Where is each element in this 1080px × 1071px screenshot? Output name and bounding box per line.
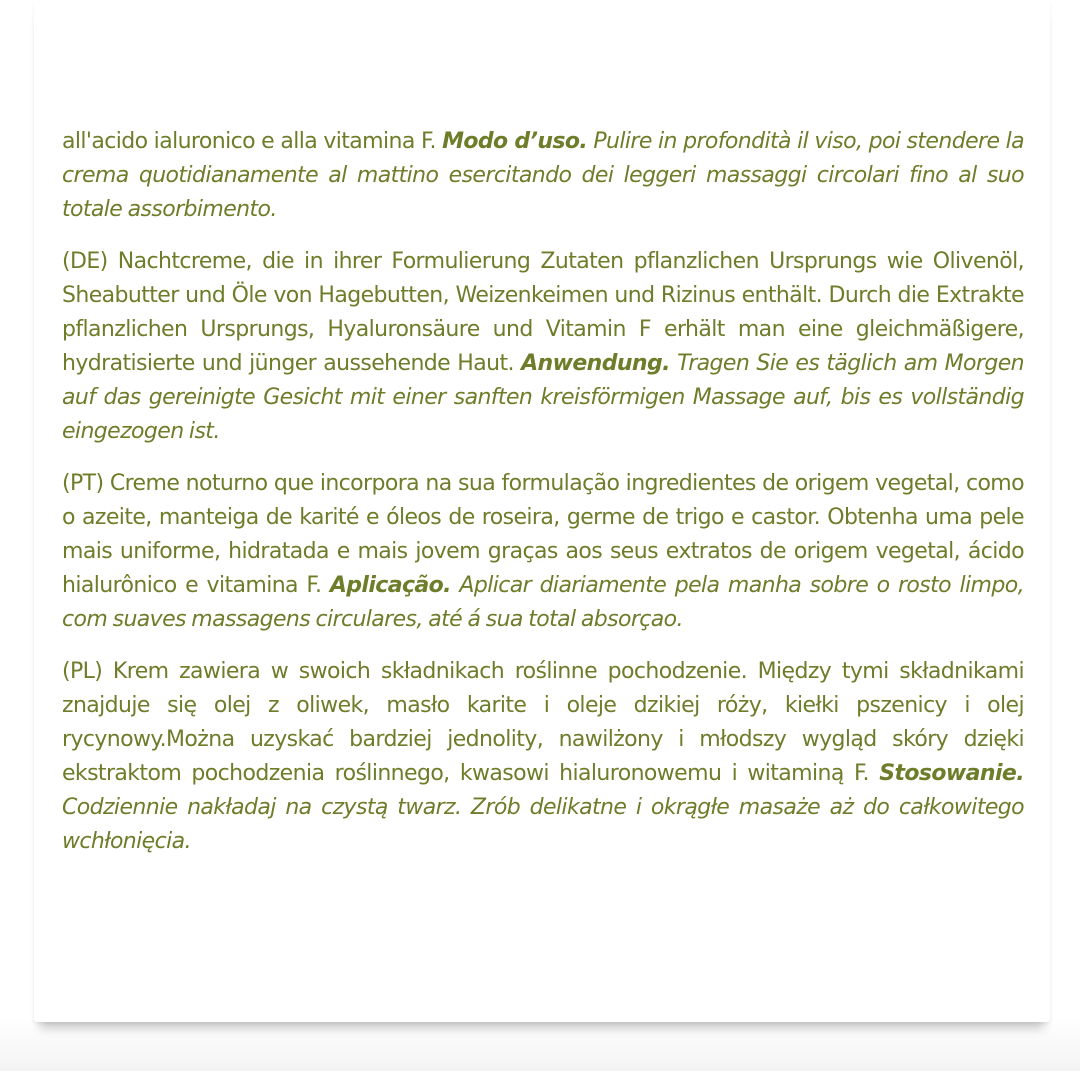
paragraph-de-usage-label: Anwendung.: [521, 351, 670, 376]
paragraph-de-instructions: Tragen Sie es täglich am Morgen auf das gereinigte Gesicht mit einer sanften kreisförmigen Massage auf, bis es vollständig eingezogen ist.: [62, 351, 1024, 444]
paragraph-pt: [62, 467, 1024, 637]
paragraph-de-text: (DE) Nachtcreme, die in ihrer Formulierung Zutaten pflanzlichen Ursprungs wie Olivenöl, Sheabutter und Öle von Hagebutten, Weizenkeimen und Rizinus enthält. Durch die Extrakte pflanzlichen Ursprungs, Hyaluronsäure und Vitamin F erhält man eine gleichmäßigere, hydratisierte und jünger aussehende Haut.: [62, 249, 1024, 376]
paragraph-pt-usage-label: Aplicação.: [329, 573, 451, 598]
paragraph-pl-instructions: Codziennie nakładaj na czystą twarz. Zrób delikatne i okrągłe masaże aż do całkowitego wchłonięcia.: [62, 795, 1024, 854]
label-text-block: [62, 125, 1024, 877]
paragraph-pt-instructions: Aplicar diariamente pela manha sobre o rosto limpo, com suaves massagens circulares, até á sua total absorçao.: [62, 573, 1024, 632]
paragraph-pt-text: (PT) Creme noturno que incorpora na sua formulação ingredientes de origem vegetal, como o azeite, manteiga de karité e óleos de roseira, germe de trigo e castor. Obtenha uma pele mais uniforme, hidratada e mais jovem graças aos seus extratos de origem vegetal, ácido hialurônico e vitamina F.: [62, 471, 1024, 598]
paragraph-pl: [62, 655, 1024, 859]
paragraph-pl-usage-label: Stosowanie.: [879, 761, 1024, 786]
paragraph-it-text: all'acido ialuronico e alla vitamina F.: [62, 129, 436, 154]
paragraph-pl-text: (PL) Krem zawiera w swoich składnikach roślinne pochodzenie. Między tymi składnikami znajduje się olej z oliwek, masło karite i oleje dzikiej róży, kiełki pszenicy i olej rycynowy.Można uzyskać bardziej jednolity, nawilżony i młodszy wygląd skóry dzięki ekstraktom pochodzenia roślinnego, kwasowi hialuronowemu i witaminą F.: [62, 659, 1024, 786]
paragraph-it-instructions: Pulire in profondità il viso, poi stendere la crema quotidianamente al mattino esercitando dei leggeri massaggi circolari fino al suo totale assorbimento.: [62, 129, 1024, 222]
paragraph-it: [62, 125, 1024, 227]
paragraph-it-usage-label: Modo d’uso.: [442, 129, 588, 154]
paragraph-de: [62, 245, 1024, 449]
